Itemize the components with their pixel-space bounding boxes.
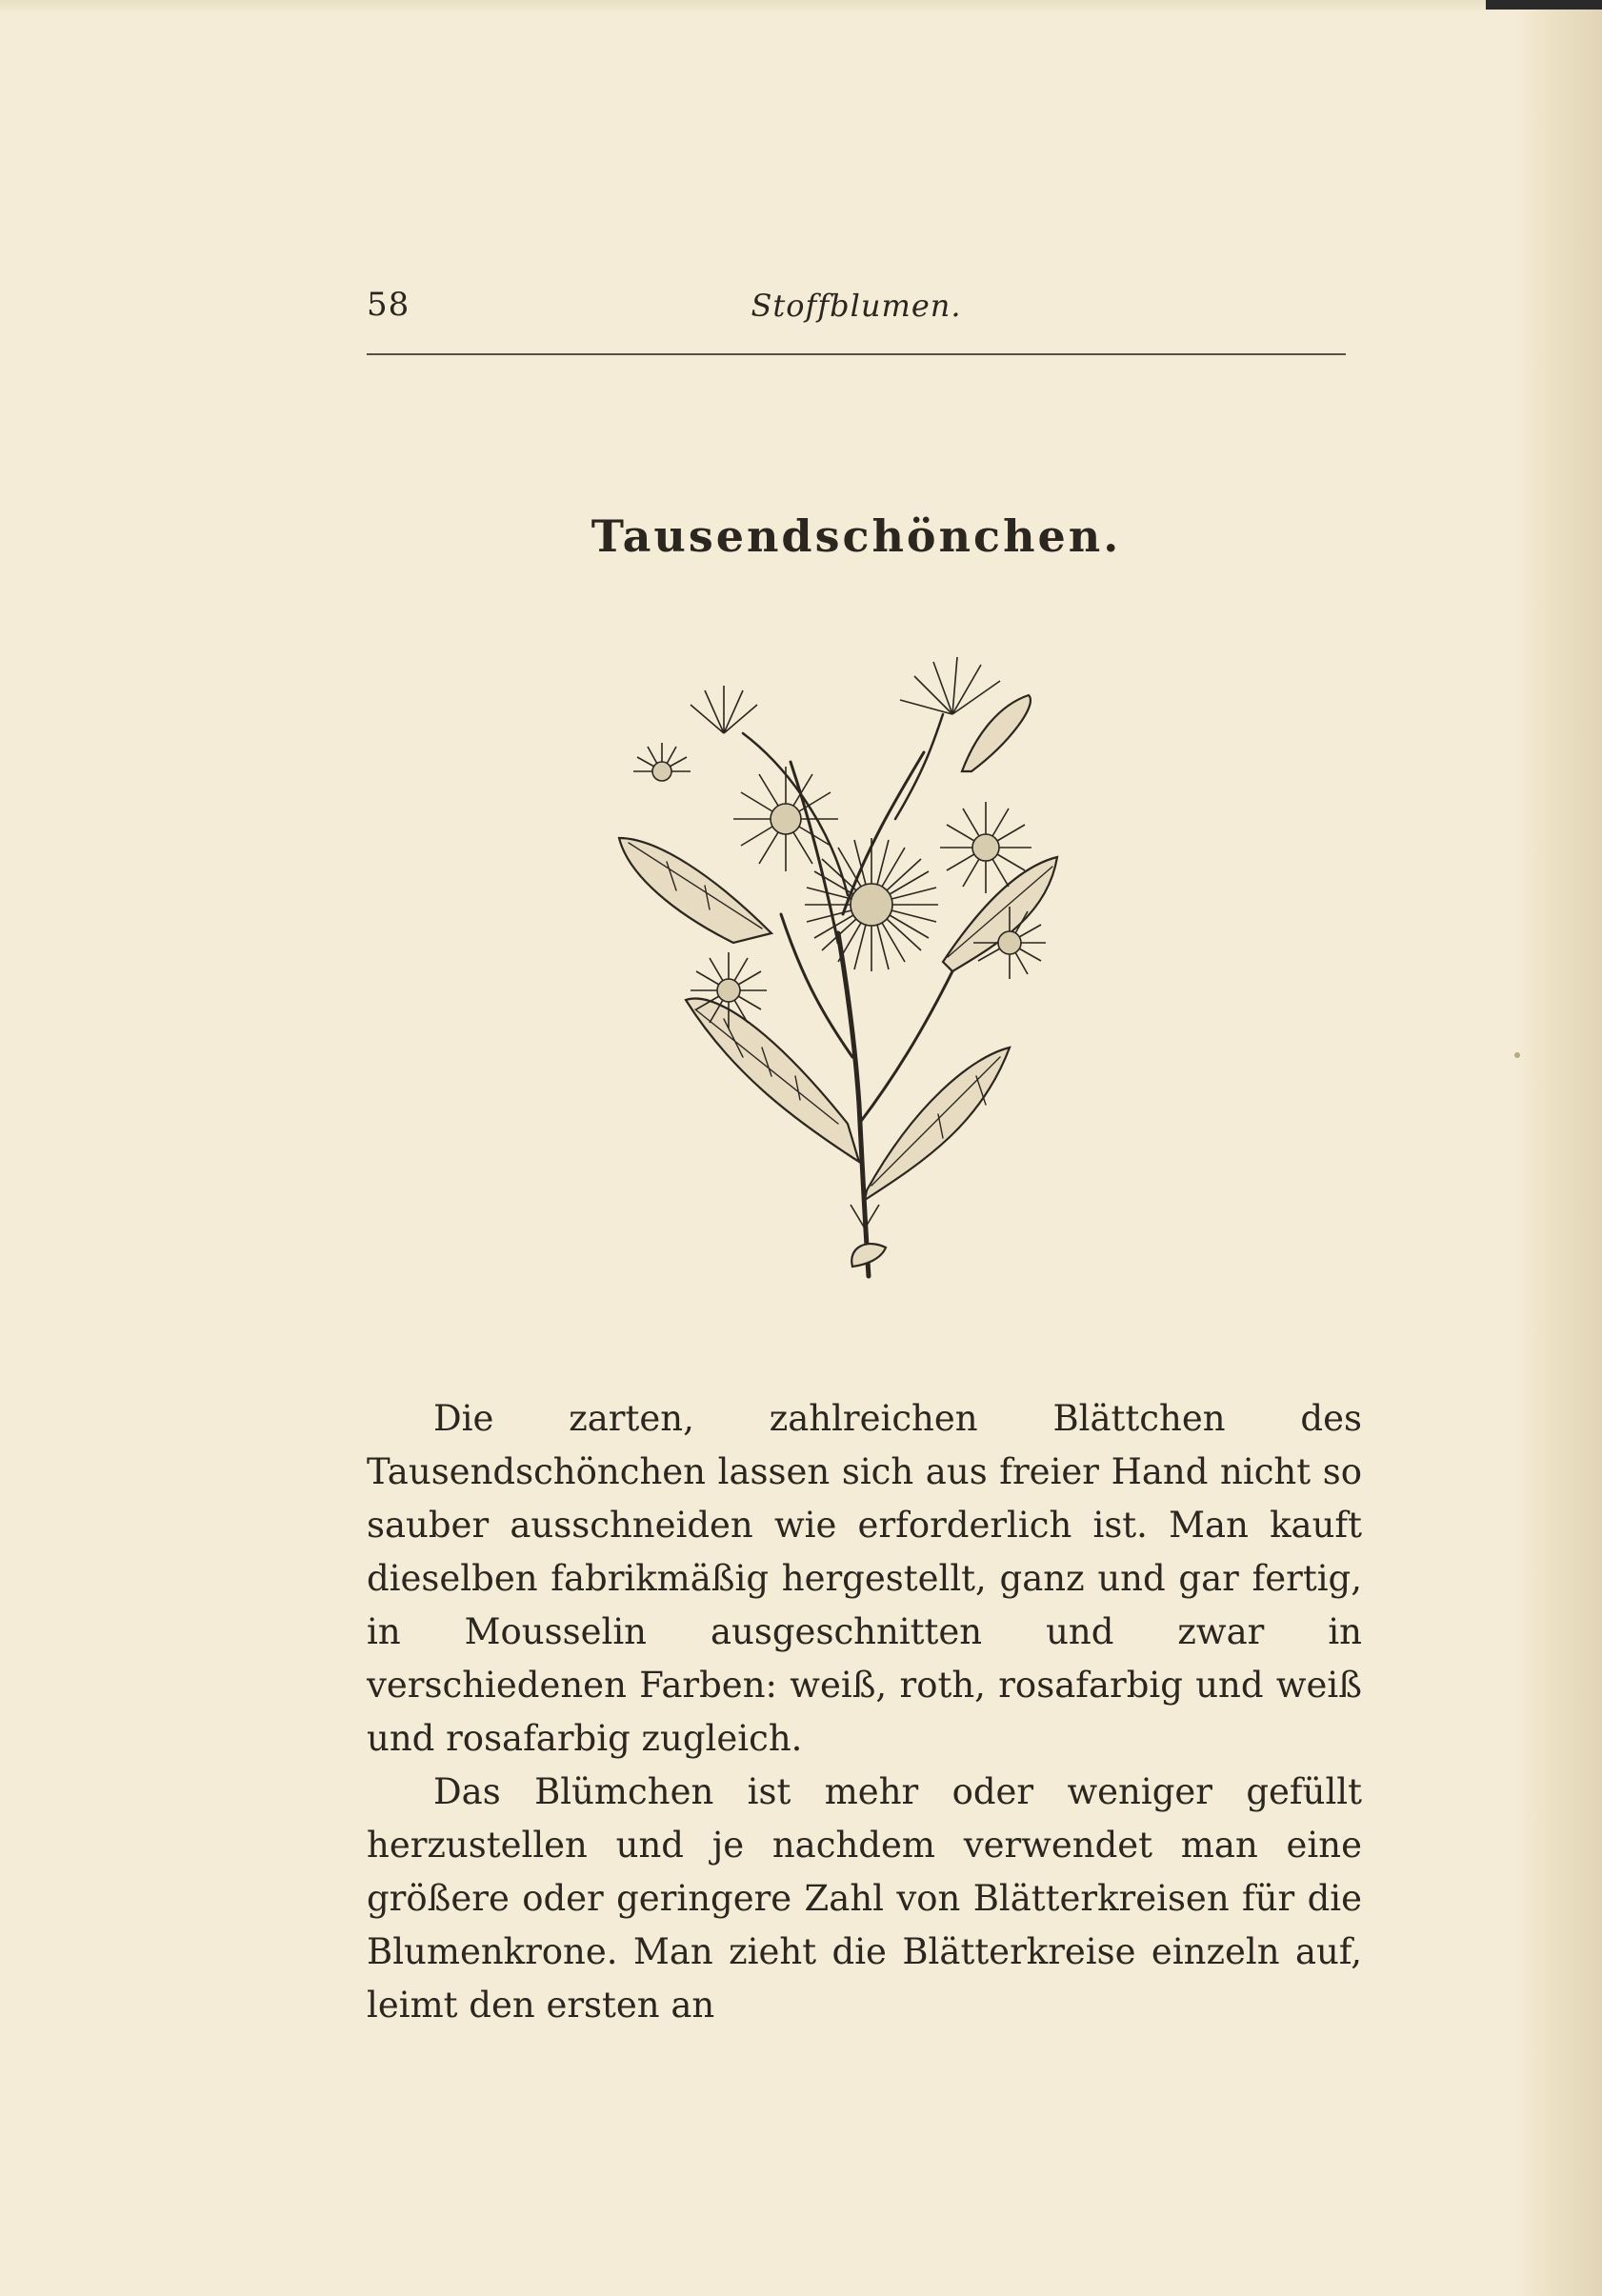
flower-engraving-icon	[610, 629, 1105, 1295]
paragraph: Die zarten, zahlreichen Blättchen des Tausendschönchen lassen sich aus freier Hand nicht so sauber ausschneiden wie erforderlich ist. Man kauft dieselben fabrikmäßig hergestellt, ganz und gar fertig, in Mousselin ausgeschnitten und zwar in verschiedenen Farben: weiß, roth, rosafarbig und weiß und rosafarbig zugleich.	[367, 1398, 1362, 1759]
running-header	[367, 286, 1346, 331]
page-top-edge	[0, 0, 1602, 13]
paragraph: Das Blümchen ist mehr oder weniger gefüllt herzustellen und je nachdem verwendet man eine größere oder geringere Zahl von Blätterkreisen für die Blumenkrone. Man zieht die Blätterkreise einzeln auf, leimt den ersten an	[367, 1771, 1362, 2026]
page-number: 58	[367, 286, 411, 324]
scan-corner-mark	[1486, 0, 1602, 10]
header-rule	[367, 353, 1346, 355]
running-title: Stoffblumen.	[751, 288, 962, 324]
body-text	[367, 1392, 1362, 2032]
chapter-title: Tausendschönchen.	[591, 509, 1122, 562]
margin-spot	[1514, 1052, 1520, 1058]
page-right-edge	[1516, 0, 1602, 2296]
